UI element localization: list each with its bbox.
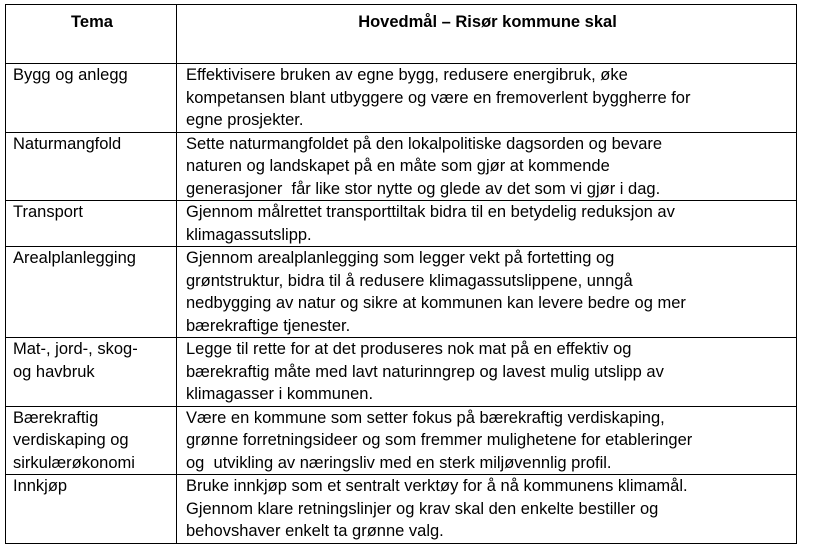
tema-cell xyxy=(6,338,177,407)
table-row xyxy=(6,132,797,201)
table-row xyxy=(6,201,797,247)
table-row xyxy=(6,406,797,475)
goal-line: generasjoner får like stor nytte og glede av det som vi gjør i dag. xyxy=(186,179,661,198)
tema-line: Naturmangfold xyxy=(13,134,122,153)
goal-line: Gjennom arealplanlegging som legger vekt på fortetting og xyxy=(186,249,615,267)
goal-line: bærekraftige tjenester. xyxy=(186,316,351,335)
goal-cell xyxy=(177,406,797,475)
goal-line: Effektivisere bruken av egne bygg, redusere energibruk, øke xyxy=(186,66,628,84)
goal-cell xyxy=(177,247,797,338)
goal-line: klimagassutslipp. xyxy=(186,225,312,244)
tema-line: Bygg og anlegg xyxy=(13,66,128,84)
goal-cell xyxy=(177,338,797,407)
tema-line: Innkjøp xyxy=(13,477,68,495)
goal-line: og utvikling av næringsliv med en sterk miljøvennlig profil. xyxy=(186,453,612,472)
goal-cell xyxy=(177,201,797,247)
goal-line: Gjennom klare retningslinjer og krav skal den enkelte bestiller og xyxy=(186,499,659,518)
goal-cell xyxy=(177,475,797,544)
tema-line: Bærekraftig xyxy=(13,408,99,427)
goal-line: grøntstruktur, bidra til å redusere klimagassutslippene, unngå xyxy=(186,271,633,290)
goal-line: Legge til rette for at det produseres nok mat på en effektiv og xyxy=(186,340,632,358)
tema-line: og havbruk xyxy=(13,362,95,381)
tema-line: Transport xyxy=(13,203,83,221)
tema-cell xyxy=(6,247,177,338)
tema-line: verdiskaping og xyxy=(13,431,129,449)
tema-cell xyxy=(6,132,177,201)
tema-line: sirkulærøkonomi xyxy=(13,453,135,472)
goal-line: Gjennom målrettet transporttiltak bidra til en betydelig reduksjon av xyxy=(186,203,675,221)
goal-cell xyxy=(177,64,797,133)
goal-line: nedbygging av natur og sikre at kommunen kan levere bedre og mer xyxy=(186,294,686,312)
goal-line: naturen og landskapet på en måte som gjør at kommende xyxy=(186,157,610,175)
goal-line: Bruke innkjøp som et sentralt verktøy for å nå kommunens klimamål. xyxy=(186,477,688,495)
tema-cell xyxy=(6,475,177,544)
tema-cell xyxy=(6,201,177,247)
goals-table xyxy=(5,4,797,544)
header-goal: Hovedmål – Risør kommune skal xyxy=(177,5,797,64)
tema-line: Mat-, jord-, skog- xyxy=(13,340,138,358)
goal-line: kompetansen blant utbyggere og være en fremoverlent byggherre for xyxy=(186,88,691,107)
goal-line: behovshaver enkelt ta grønne valg. xyxy=(186,522,444,540)
goal-line: Være en kommune som setter fokus på bærekraftig verdiskaping, xyxy=(186,408,665,427)
table-body xyxy=(6,64,797,544)
header-tema: Tema xyxy=(6,5,177,64)
header-row xyxy=(6,5,797,64)
tema-line: Arealplanlegging xyxy=(13,249,136,267)
table-row xyxy=(6,64,797,133)
goal-line: egne prosjekter. xyxy=(186,111,304,129)
goal-line: bærekraftig måte med lavt naturinngrep og lavest mulig utslipp av xyxy=(186,362,664,381)
table-row xyxy=(6,338,797,407)
goal-line: klimagasser i kommunen. xyxy=(186,385,374,403)
goal-line: Sette naturmangfoldet på den lokalpolitiske dagsorden og bevare xyxy=(186,134,663,153)
goal-cell xyxy=(177,132,797,201)
tema-cell xyxy=(6,406,177,475)
goal-line: grønne forretningsideer og som fremmer mulighetene for etableringer xyxy=(186,431,693,449)
table-row xyxy=(6,247,797,338)
table-row xyxy=(6,475,797,544)
tema-cell xyxy=(6,64,177,133)
